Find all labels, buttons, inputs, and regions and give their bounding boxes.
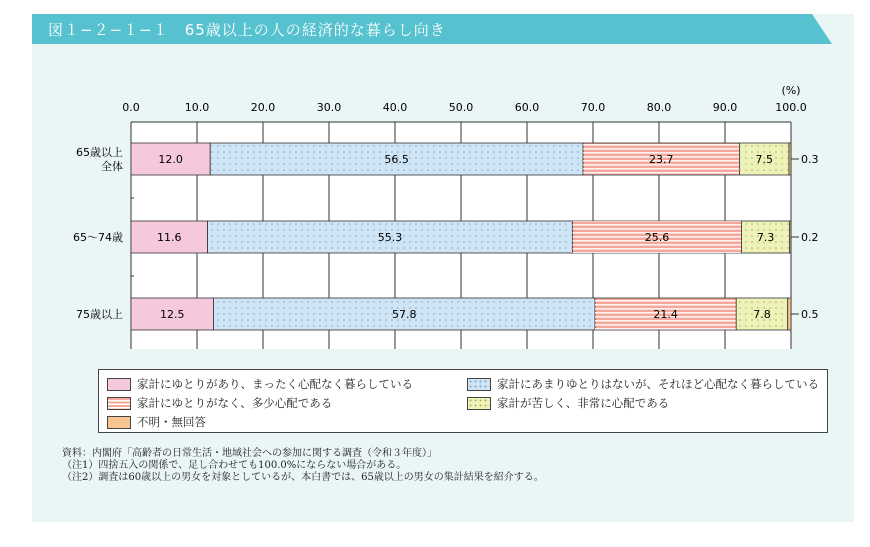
legend-item-3 <box>107 395 332 411</box>
x-tick-label: 20.0 <box>250 101 276 114</box>
x-tick-label: 10.0 <box>184 101 210 114</box>
x-tick-label: 90.0 <box>712 101 738 114</box>
note-1: （注1）四捨五入の関係で、足し合わせても100.0%にならない場合がある。 <box>62 460 407 471</box>
x-tick-label: 50.0 <box>448 101 474 114</box>
legend-label-4: 家計が苦しく、非常に心配である <box>497 396 670 410</box>
legend-swatch-3 <box>107 397 131 410</box>
category-label: 75歳以上 <box>76 308 123 321</box>
category-label: 65歳以上全体 <box>76 146 123 173</box>
bar-segment <box>789 143 791 175</box>
x-tick-label: 40.0 <box>382 101 408 114</box>
data-label: 7.8 <box>753 308 771 321</box>
data-label: 23.7 <box>649 153 674 166</box>
x-tick-label: 100.0 <box>775 101 807 114</box>
data-label: 0.5 <box>801 308 819 321</box>
data-label: 0.2 <box>801 231 819 244</box>
legend-swatch-5 <box>107 416 131 429</box>
legend-swatch-1 <box>107 378 131 391</box>
data-label: 7.3 <box>756 231 775 244</box>
data-label: 25.6 <box>644 231 670 244</box>
unit-label: (%) <box>781 84 801 97</box>
source-note: 資料：内閣府「高齢者の日常生活・地域社会への参加に関する調査（令和３年度）」 <box>62 448 437 459</box>
data-label: 12.0 <box>158 153 183 166</box>
legend-label-1: 家計にゆとりがあり、まったく心配なく暮らしている <box>137 377 413 391</box>
x-tick-label: 0.0 <box>122 101 140 114</box>
note-2: （注2）調査は60歳以上の男女を対象としているが、本白書では、65歳以上の男女の集計結果を紹介する。 <box>62 472 544 483</box>
data-label: 57.8 <box>391 308 417 321</box>
data-label: 0.3 <box>801 153 819 166</box>
category-label: 65〜74歳 <box>73 231 123 244</box>
data-label: 12.5 <box>160 308 185 321</box>
x-tick-label: 70.0 <box>580 101 606 114</box>
legend-item-4 <box>467 395 669 411</box>
bar-segment <box>788 298 791 330</box>
legend-swatch-4 <box>467 397 491 410</box>
x-tick-label: 60.0 <box>514 101 540 114</box>
data-label: 11.6 <box>157 231 182 244</box>
legend-label-5: 不明・無回答 <box>137 415 206 429</box>
legend-label-2: 家計にあまりゆとりはないが、それほど心配なく暮らしている <box>497 377 819 391</box>
legend-label-3: 家計にゆとりがなく、多少心配である <box>137 396 333 410</box>
legend-item-1 <box>107 376 413 392</box>
notes <box>62 448 544 484</box>
figure-title: 図１−２−１−１ 65歳以上の人の経済的な暮らし向き <box>48 21 446 39</box>
data-label: 7.5 <box>755 153 774 166</box>
legend-swatch-2 <box>467 378 491 391</box>
legend-item-2 <box>467 376 819 392</box>
data-label: 56.5 <box>384 153 409 166</box>
bar-segment <box>790 221 791 253</box>
data-label: 21.4 <box>653 308 678 321</box>
x-tick-label: 80.0 <box>646 101 672 114</box>
legend <box>98 369 828 433</box>
data-label: 55.3 <box>377 231 403 244</box>
legend-item-5 <box>107 414 206 430</box>
x-tick-label: 30.0 <box>316 101 342 114</box>
